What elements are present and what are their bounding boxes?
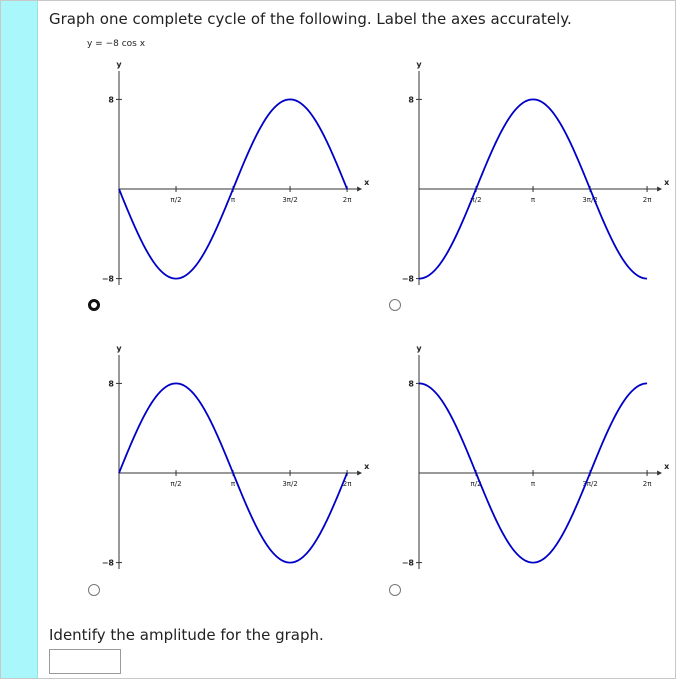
graph-d-plot (397, 341, 670, 581)
x-axis-label: x (364, 178, 370, 187)
x-axis-arrow (657, 471, 662, 476)
x-axis-arrow (657, 187, 662, 192)
x-tick-label-1: π/2 (470, 480, 482, 488)
graph-option-a[interactable] (97, 57, 370, 297)
x-tick-label-2: π (530, 480, 536, 488)
x-tick-label-3: 3π/2 (582, 196, 598, 204)
x-axis-label: x (364, 462, 370, 471)
x-tick-label-2: π (230, 196, 236, 204)
x-axis-label: x (664, 462, 670, 471)
x-tick-label-4: 2π (642, 480, 652, 488)
x-tick-label-3: 3π/2 (282, 196, 298, 204)
x-tick-label-1: π/2 (170, 196, 182, 204)
radio-option-a[interactable] (88, 299, 100, 311)
graph-b-plot (397, 57, 670, 297)
y-axis-label: y (416, 60, 422, 69)
radio-option-d[interactable] (389, 584, 401, 596)
y-tick-label-max: 8 (408, 95, 414, 105)
y-tick-label-min: −8 (101, 274, 114, 284)
y-tick-label-max: 8 (108, 95, 114, 105)
y-axis-label: y (116, 60, 122, 69)
graph-option-b[interactable] (397, 57, 670, 297)
x-tick-label-1: π/2 (470, 196, 482, 204)
graph-option-c[interactable] (97, 341, 370, 581)
y-axis-label: y (116, 344, 122, 353)
equation: y = −8 cos x (87, 39, 146, 49)
x-axis-arrow (357, 187, 362, 192)
x-tick-label-2: π (230, 480, 236, 488)
x-tick-label-4: 2π (342, 196, 352, 204)
x-tick-label-3: 3π/2 (282, 480, 298, 488)
radio-option-c[interactable] (88, 584, 100, 596)
question-text: Graph one complete cycle of the following. Label the axes accurately. (49, 10, 572, 28)
amplitude-prompt: Identify the amplitude for the graph. (49, 626, 324, 644)
y-axis-label: y (416, 344, 422, 353)
x-tick-label-4: 2π (342, 480, 352, 488)
graph-option-d[interactable] (397, 341, 670, 581)
x-tick-label-3: 3π/2 (582, 480, 598, 488)
y-tick-label-min: −8 (101, 558, 114, 568)
amplitude-input[interactable] (49, 649, 121, 674)
x-axis-label: x (664, 178, 670, 187)
x-axis-arrow (357, 471, 362, 476)
y-tick-label-max: 8 (408, 379, 414, 389)
y-tick-label-min: −8 (401, 274, 414, 284)
sidebar-strip (1, 1, 38, 678)
x-tick-label-1: π/2 (170, 480, 182, 488)
graph-a-plot (97, 57, 370, 297)
x-tick-label-4: 2π (642, 196, 652, 204)
y-tick-label-min: −8 (401, 558, 414, 568)
y-tick-label-max: 8 (108, 379, 114, 389)
x-tick-label-2: π (530, 196, 536, 204)
radio-option-b[interactable] (389, 299, 401, 311)
graph-c-plot (97, 341, 370, 581)
